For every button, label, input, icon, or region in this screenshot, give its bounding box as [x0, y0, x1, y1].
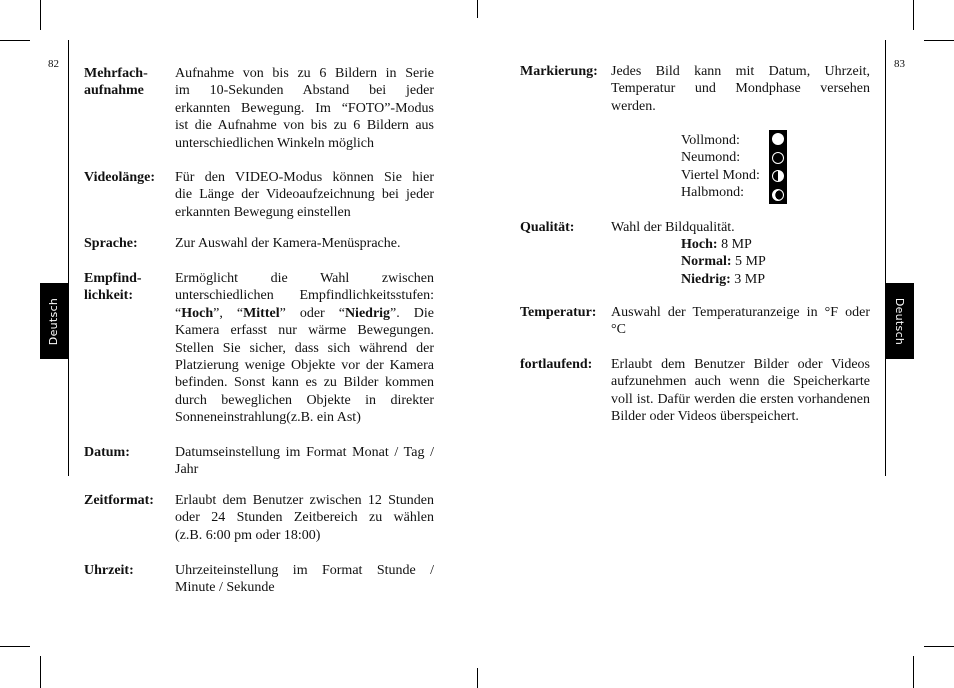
term-label: Sprache: [84, 236, 138, 251]
term-description [175, 492, 434, 544]
page-number-right: 83 [894, 58, 905, 70]
moon-phase-label: Viertel Mond: [681, 167, 760, 183]
language-tab-label: Deutsch [893, 297, 907, 345]
description-line: ist die Aufnahme von bis zu 6 Bildern aus [175, 118, 434, 134]
description-line: aufzunehmen auch wenn die Speicherkarte [611, 374, 870, 390]
description-line: Jahr [175, 462, 199, 478]
description-line: die Länge der Videoaufzeichnung bei jeder [175, 187, 434, 203]
description-line: durch beweglichen Objekte in direkter [175, 392, 434, 408]
term-description [175, 444, 434, 479]
description-line: Jedes Bild kann mit Datum, Uhrzeit, [611, 64, 870, 79]
crop-mark [0, 40, 30, 41]
term-description [611, 356, 870, 426]
description-line: unterschiedlichen Empfindlichkeitsstufen: [175, 288, 434, 304]
description-line: (z.B. 6:00 pm oder 18:00) [175, 527, 321, 543]
crop-mark [40, 0, 41, 30]
term-label: Temperatur: [520, 305, 597, 320]
term-description [175, 169, 434, 221]
quality-value: 3 MP [730, 271, 765, 287]
term-description [611, 304, 870, 339]
quality-name: Hoch: [681, 237, 718, 252]
description-line: “Hoch”, “Mittel” oder “Niedrig”. Die [175, 305, 434, 321]
description-line: Temperatur und Mondphase versehen [611, 81, 870, 97]
crop-mark [477, 668, 478, 688]
term-description [611, 63, 870, 115]
description-line: Sonneneinstrahlung(z.B. ein Ast) [175, 410, 361, 426]
term-description [175, 562, 434, 597]
crop-mark [913, 656, 914, 688]
description-line: im 10-Sekunden Abstand bei jeder [175, 83, 434, 99]
term-description [175, 65, 434, 152]
description-line: befinden. Sonst kann es zu Bilder kommen [175, 375, 434, 391]
description-line: Datumseinstellung im Format Monat / Tag / [175, 445, 434, 460]
language-tab-label: Deutsch [47, 297, 61, 345]
term-label: fortlaufend: [520, 357, 593, 372]
description-line: Stellen Sie sicher, dass sich während der [175, 340, 434, 356]
crop-mark [477, 0, 478, 18]
new-moon-icon [772, 152, 784, 164]
description-line: Für den VIDEO-Modus können Sie hier [175, 170, 434, 185]
description-line: unterschiedlichen Winkeln möglich [175, 135, 375, 151]
page-edge-right [885, 40, 886, 476]
description-line: Minute / Sekunde [175, 580, 275, 596]
half-moon-icon [772, 189, 784, 201]
quarter-moon-icon [772, 170, 784, 182]
language-tab-right [886, 283, 914, 359]
description-line: oder 24 Stunden Zeitbereich zu wählen [175, 510, 434, 526]
quality-level [681, 236, 766, 253]
description-line: Auswahl der Temperaturanzeige in °F oder °C [611, 305, 870, 338]
moon-phase-label: Halbmond: [681, 185, 744, 201]
moon-phase-label: Vollmond: [681, 133, 740, 148]
quality-value: 8 MP [717, 237, 752, 252]
moon-phase-icons [769, 130, 787, 204]
term-label: Zeitformat: [84, 493, 154, 508]
description-line: Erlaubt dem Benutzer zwischen 12 Stunden [175, 493, 434, 508]
language-tab-left [40, 283, 68, 359]
crop-mark [0, 646, 30, 647]
quality-level [681, 271, 766, 288]
term-label: Empfind- lichkeit: [84, 271, 142, 304]
description-line: Ermöglicht die Wahl zwischen [175, 271, 434, 286]
quality-level [681, 253, 766, 270]
page-edge-left [68, 40, 69, 476]
full-moon-icon [772, 133, 784, 145]
term-label: Datum: [84, 445, 130, 460]
quality-name: Normal: [681, 254, 732, 270]
description-line: Erlaubt dem Benutzer Bilder oder Videos [611, 357, 870, 372]
description-line: Aufnahme von bis zu 6 Bildern in Serie [175, 66, 434, 81]
description-line: voll ist. Dafür werden die ersten vorhandenen [611, 391, 870, 407]
term-description [175, 270, 434, 427]
crop-mark [913, 0, 914, 30]
term-label: Uhrzeit: [84, 563, 134, 578]
crop-mark [40, 656, 41, 688]
description-line: werden. [611, 98, 656, 114]
quality-list [681, 236, 766, 288]
quality-name: Niedrig: [681, 271, 731, 287]
description-line: Uhrzeiteinstellung im Format Stunde / [175, 563, 434, 578]
crop-mark [924, 646, 954, 647]
description-line: Platzierung wenige Objekte vor der Kamera [175, 358, 434, 374]
term-label: Qualität: [520, 220, 575, 235]
term-label: Mehrfach- aufnahme [84, 66, 148, 99]
term-description [611, 219, 870, 236]
description-line: Bilder oder Videos überspeichert. [611, 409, 799, 425]
quality-value: 5 MP [731, 254, 766, 270]
description-line: Zur Auswahl der Kamera-Menüsprache. [175, 236, 401, 251]
moon-phase-label: Neumond: [681, 150, 741, 166]
term-label: Markierung: [520, 64, 598, 79]
description-line: Wahl der Bildqualität. [611, 220, 735, 235]
moon-phase-list [681, 132, 760, 202]
page-number-left: 82 [48, 58, 59, 70]
term-description [175, 235, 434, 252]
crop-mark [924, 40, 954, 41]
description-line: Kamera erfasst nur wärme Bewegungen. [175, 323, 434, 339]
term-label: Videolänge: [84, 170, 156, 185]
description-line: erkannten Bewegung einstellen [175, 204, 351, 220]
description-line: erkannten Bewegung. Im “FOTO”-Modus [175, 100, 434, 116]
